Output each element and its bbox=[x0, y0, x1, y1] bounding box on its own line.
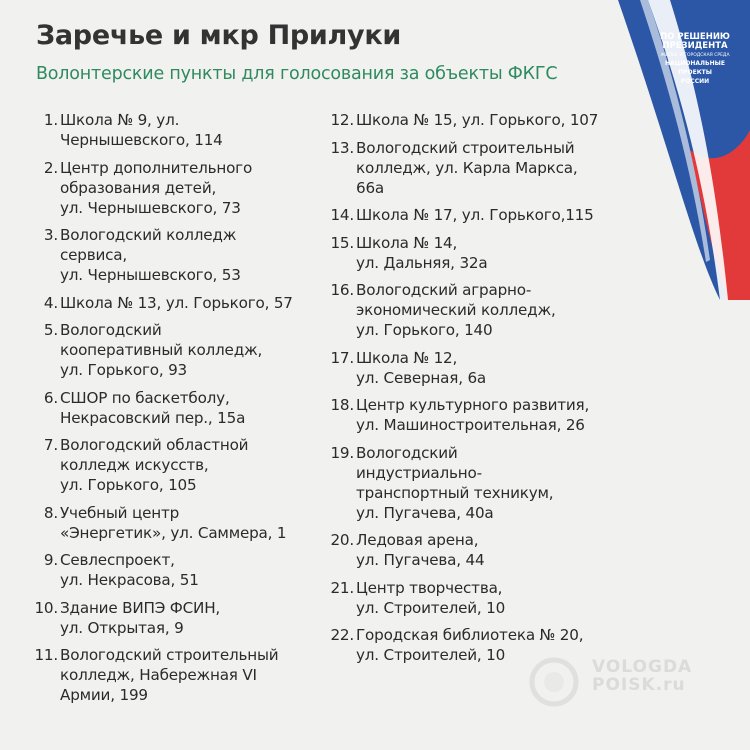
list-item bbox=[326, 280, 626, 340]
list-item bbox=[30, 293, 330, 313]
item-number: 19. bbox=[330, 443, 354, 462]
item-number: 3. bbox=[43, 226, 58, 244]
item-number: 11. bbox=[34, 646, 58, 664]
points-list-left bbox=[30, 110, 330, 713]
list-item bbox=[30, 158, 330, 218]
list-item bbox=[326, 233, 626, 273]
list-item bbox=[30, 320, 330, 380]
list-item bbox=[30, 598, 330, 638]
list-item bbox=[30, 388, 330, 428]
item-number: 9. bbox=[43, 551, 58, 569]
item-text: Вологодский строительный колледж, Набережная VI Армии, 199 bbox=[60, 646, 279, 704]
item-number: 5. bbox=[43, 321, 58, 339]
item-number: 10. bbox=[34, 598, 58, 617]
item-text: Севлеспроект, ул. Некрасова, 51 bbox=[60, 551, 199, 589]
item-text: Центр творчества, ул. Строителей, 10 bbox=[356, 578, 506, 617]
list-item bbox=[326, 530, 626, 570]
item-text: Школа № 14, ул. Дальняя, 32а bbox=[356, 233, 488, 272]
item-number: 16. bbox=[330, 281, 354, 299]
item-number: 22. bbox=[330, 626, 354, 644]
points-list-right bbox=[326, 110, 626, 673]
list-item bbox=[326, 138, 626, 198]
list-item bbox=[326, 395, 626, 435]
watermark-line-2: POISK.ru bbox=[592, 675, 686, 695]
item-text: Школа № 17, ул. Горького,115 bbox=[356, 206, 594, 224]
watermark-text bbox=[592, 658, 692, 694]
item-text: Вологодский колледж сервиса, ул. Чернышевского, 53 bbox=[60, 226, 241, 284]
item-text: Городская библиотека № 20, ул. Строителей, 10 bbox=[356, 626, 584, 664]
item-number: 1. bbox=[43, 111, 58, 129]
logo-line-1: ПО РЕШЕНИЮ bbox=[660, 32, 730, 42]
item-number: 14. bbox=[330, 206, 354, 224]
list-item bbox=[30, 550, 330, 590]
item-number: 2. bbox=[43, 158, 58, 177]
item-number: 6. bbox=[43, 388, 58, 407]
item-number: 8. bbox=[43, 503, 58, 522]
item-text: Вологодский строительный колледж, ул. Карла Маркса, 66а bbox=[356, 138, 578, 197]
item-text: Вологодский областной колледж искусств, ул. Горького, 105 bbox=[60, 436, 249, 494]
watermark-line-1: VOLOGDA bbox=[592, 657, 693, 677]
list-item bbox=[30, 645, 330, 705]
item-text: Учебный центр «Энергетик», ул. Саммера, 1 bbox=[60, 503, 287, 542]
item-text: Вологодский аграрно- экономический колледж, ул. Горького, 140 bbox=[356, 281, 556, 339]
item-text: Школа № 12, ул. Северная, 6а bbox=[356, 348, 487, 387]
page-subtitle: Волонтерские пункты для голосования за объекты ФКГС bbox=[36, 64, 558, 84]
item-number: 15. bbox=[330, 233, 354, 252]
item-text: Здание ВИПЭ ФСИН, ул. Открытая, 9 bbox=[60, 598, 221, 637]
item-text: Вологодский индустриально- транспортный техникум, ул. Пугачева, 40а bbox=[356, 443, 554, 522]
list-item bbox=[30, 110, 330, 150]
page-title: Заречье и мкр Прилуки bbox=[36, 20, 401, 51]
item-number: 13. bbox=[330, 138, 354, 157]
list-item bbox=[326, 443, 626, 523]
watermark-emblem-icon bbox=[520, 650, 590, 710]
list-item bbox=[30, 503, 330, 543]
logo-line-5: ПРОЕКТЫ bbox=[678, 69, 712, 76]
list-item bbox=[326, 110, 626, 130]
item-number: 12. bbox=[330, 111, 354, 129]
item-text: СШОР по баскетболу, Некрасовский пер., 15а bbox=[60, 388, 246, 427]
list-item bbox=[30, 225, 330, 285]
watermark bbox=[520, 650, 700, 710]
item-text: Школа № 9, ул. Чернышевского, 114 bbox=[60, 111, 223, 149]
item-text: Школа № 15, ул. Горького, 107 bbox=[356, 111, 599, 129]
item-text: Центр дополнительного образования детей, ул. Чернышевского, 73 bbox=[60, 158, 253, 217]
list-item bbox=[30, 435, 330, 495]
item-number: 21. bbox=[330, 578, 354, 597]
logo-line-4: НАЦИОНАЛЬНЫЕ bbox=[665, 60, 725, 67]
item-text: Центр культурного развития, ул. Машиностроительная, 26 bbox=[356, 396, 590, 434]
logo-line-6: РОССИИ bbox=[680, 78, 710, 85]
item-text: Ледовая арена, ул. Пугачева, 44 bbox=[356, 531, 485, 569]
item-number: 20. bbox=[330, 531, 354, 549]
item-number: 17. bbox=[330, 348, 354, 367]
logo-caption bbox=[660, 33, 730, 85]
logo-line-2: ПРЕЗИДЕНТА bbox=[662, 41, 728, 51]
logo-line-3: ЖИЛЬЕ И ГОРОДСКАЯ СРЕДА bbox=[660, 53, 730, 58]
item-text: Школа № 13, ул. Горького, 57 bbox=[60, 293, 293, 312]
item-number: 18. bbox=[330, 396, 354, 414]
item-number: 4. bbox=[43, 293, 58, 312]
item-text: Вологодский кооперативный колледж, ул. Горького, 93 bbox=[60, 321, 263, 379]
list-item bbox=[326, 205, 626, 225]
item-number: 7. bbox=[43, 436, 58, 454]
list-item bbox=[326, 348, 626, 388]
list-item bbox=[326, 578, 626, 618]
